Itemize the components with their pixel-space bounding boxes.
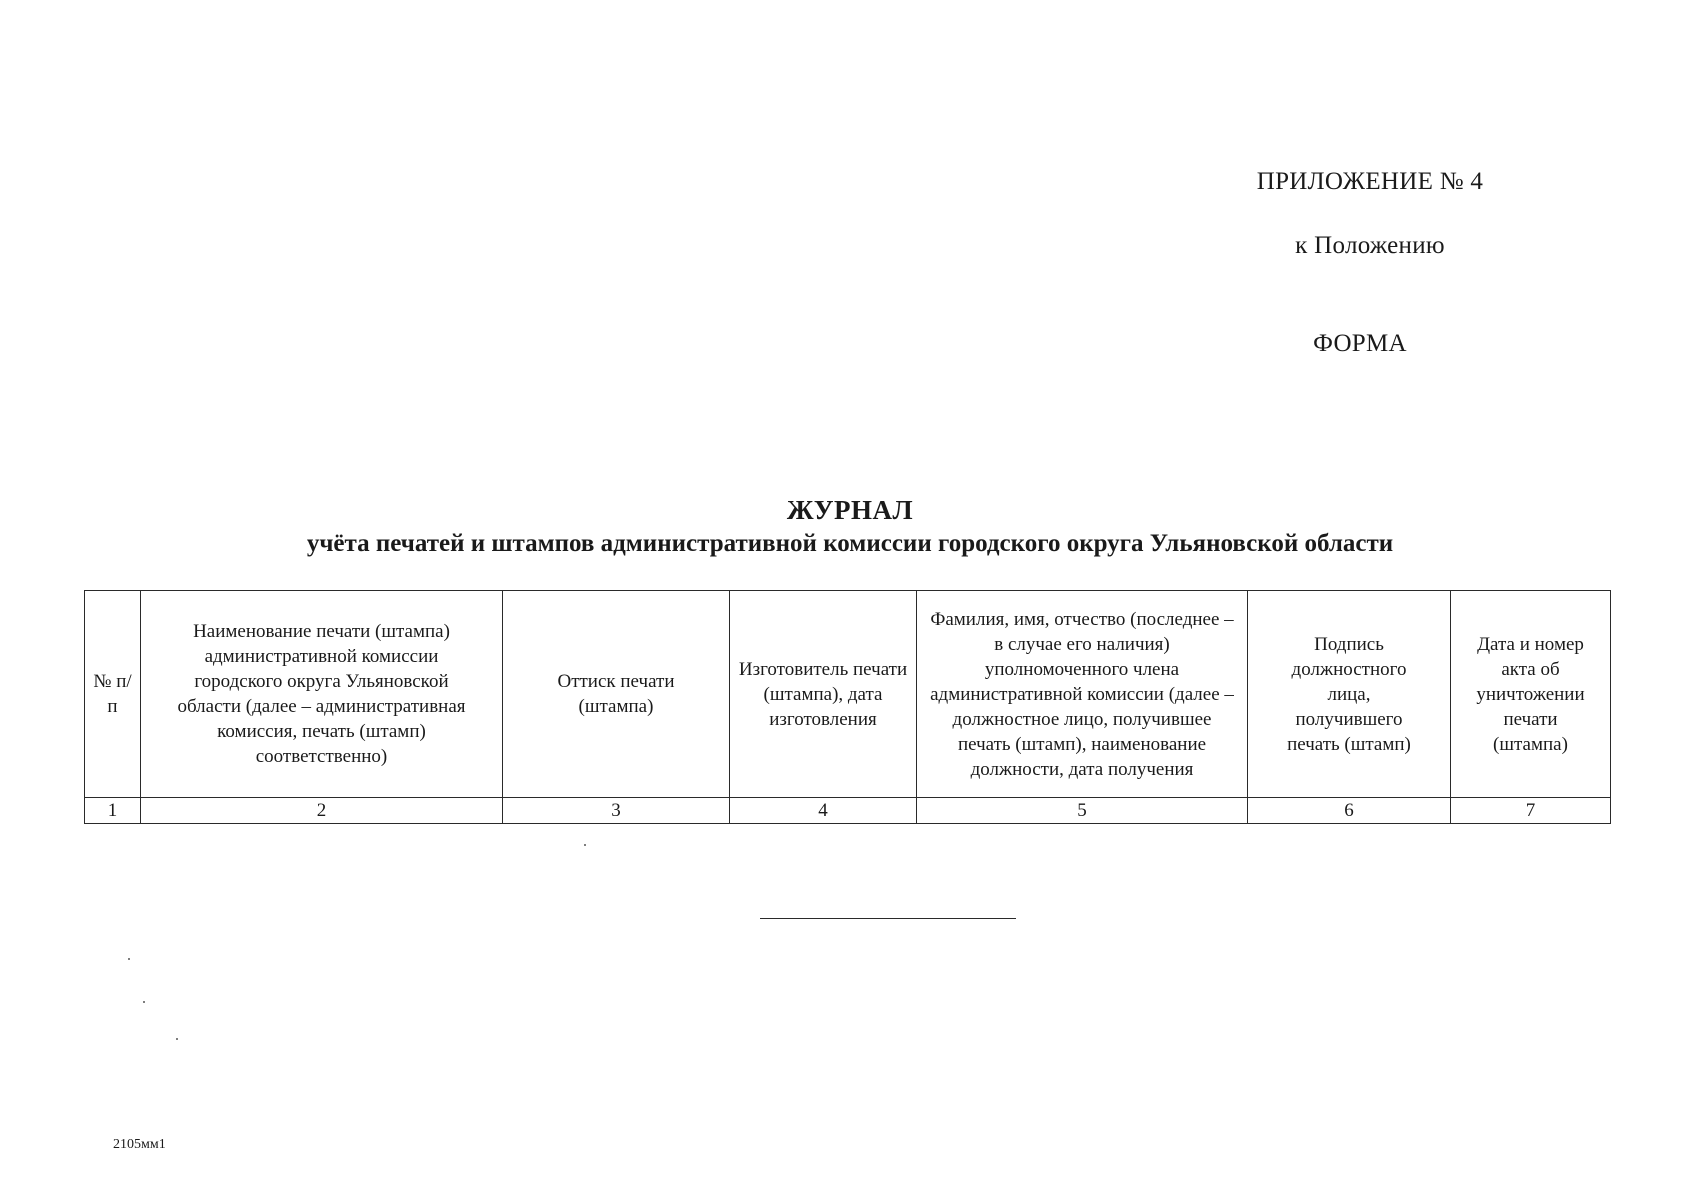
column-number-cell: 1 bbox=[85, 798, 141, 824]
appendix-heading: ПРИЛОЖЕНИЕ № 4 bbox=[1256, 168, 1484, 195]
column-number-cell: 3 bbox=[503, 798, 730, 824]
header-cell-destruction-act: Дата и номер акта об уничтожении печати (штампа) bbox=[1451, 591, 1611, 798]
form-label: ФОРМА bbox=[1313, 330, 1407, 357]
document-code: 2105мм1 bbox=[113, 1137, 166, 1152]
header-cell-official-name: Фамилия, имя, отчество (последнее – в случае его наличия) уполномоченного члена административной комиссии (далее – должностное лицо, получившее печать (штамп), наименование должности, дата получения bbox=[917, 591, 1248, 798]
column-number-cell: 2 bbox=[141, 798, 503, 824]
header-cell-seal-impression: Оттиск печати (штампа) bbox=[503, 591, 730, 798]
header-cell-signature: Подпись должностного лица, получившего печать (штамп) bbox=[1248, 591, 1451, 798]
table-header-row bbox=[85, 591, 1611, 798]
scan-speck bbox=[128, 958, 130, 960]
closing-rule-line bbox=[760, 918, 1016, 919]
scan-speck bbox=[176, 1038, 178, 1040]
header-cell-manufacturer: Изготовитель печати (штампа), дата изготовления bbox=[730, 591, 917, 798]
column-number-cell: 7 bbox=[1451, 798, 1611, 824]
column-number-row bbox=[85, 798, 1611, 824]
scan-speck bbox=[143, 1001, 145, 1003]
journal-table bbox=[84, 590, 1611, 824]
regulation-reference: к Положению bbox=[1295, 232, 1445, 259]
document-subtitle: учёта печатей и штампов административной комиссии городского округа Ульяновской области bbox=[306, 530, 1394, 557]
column-number-cell: 4 bbox=[730, 798, 917, 824]
header-cell-number: № п/п bbox=[85, 591, 141, 798]
column-number-cell: 6 bbox=[1248, 798, 1451, 824]
header-cell-seal-name: Наименование печати (штампа) административной комиссии городского округа Ульяновской области (далее – административная комиссия, печать (штамп) соответственно) bbox=[141, 591, 503, 798]
document-title: ЖУРНАЛ bbox=[786, 495, 914, 525]
scan-speck bbox=[584, 844, 586, 846]
column-number-cell: 5 bbox=[917, 798, 1248, 824]
